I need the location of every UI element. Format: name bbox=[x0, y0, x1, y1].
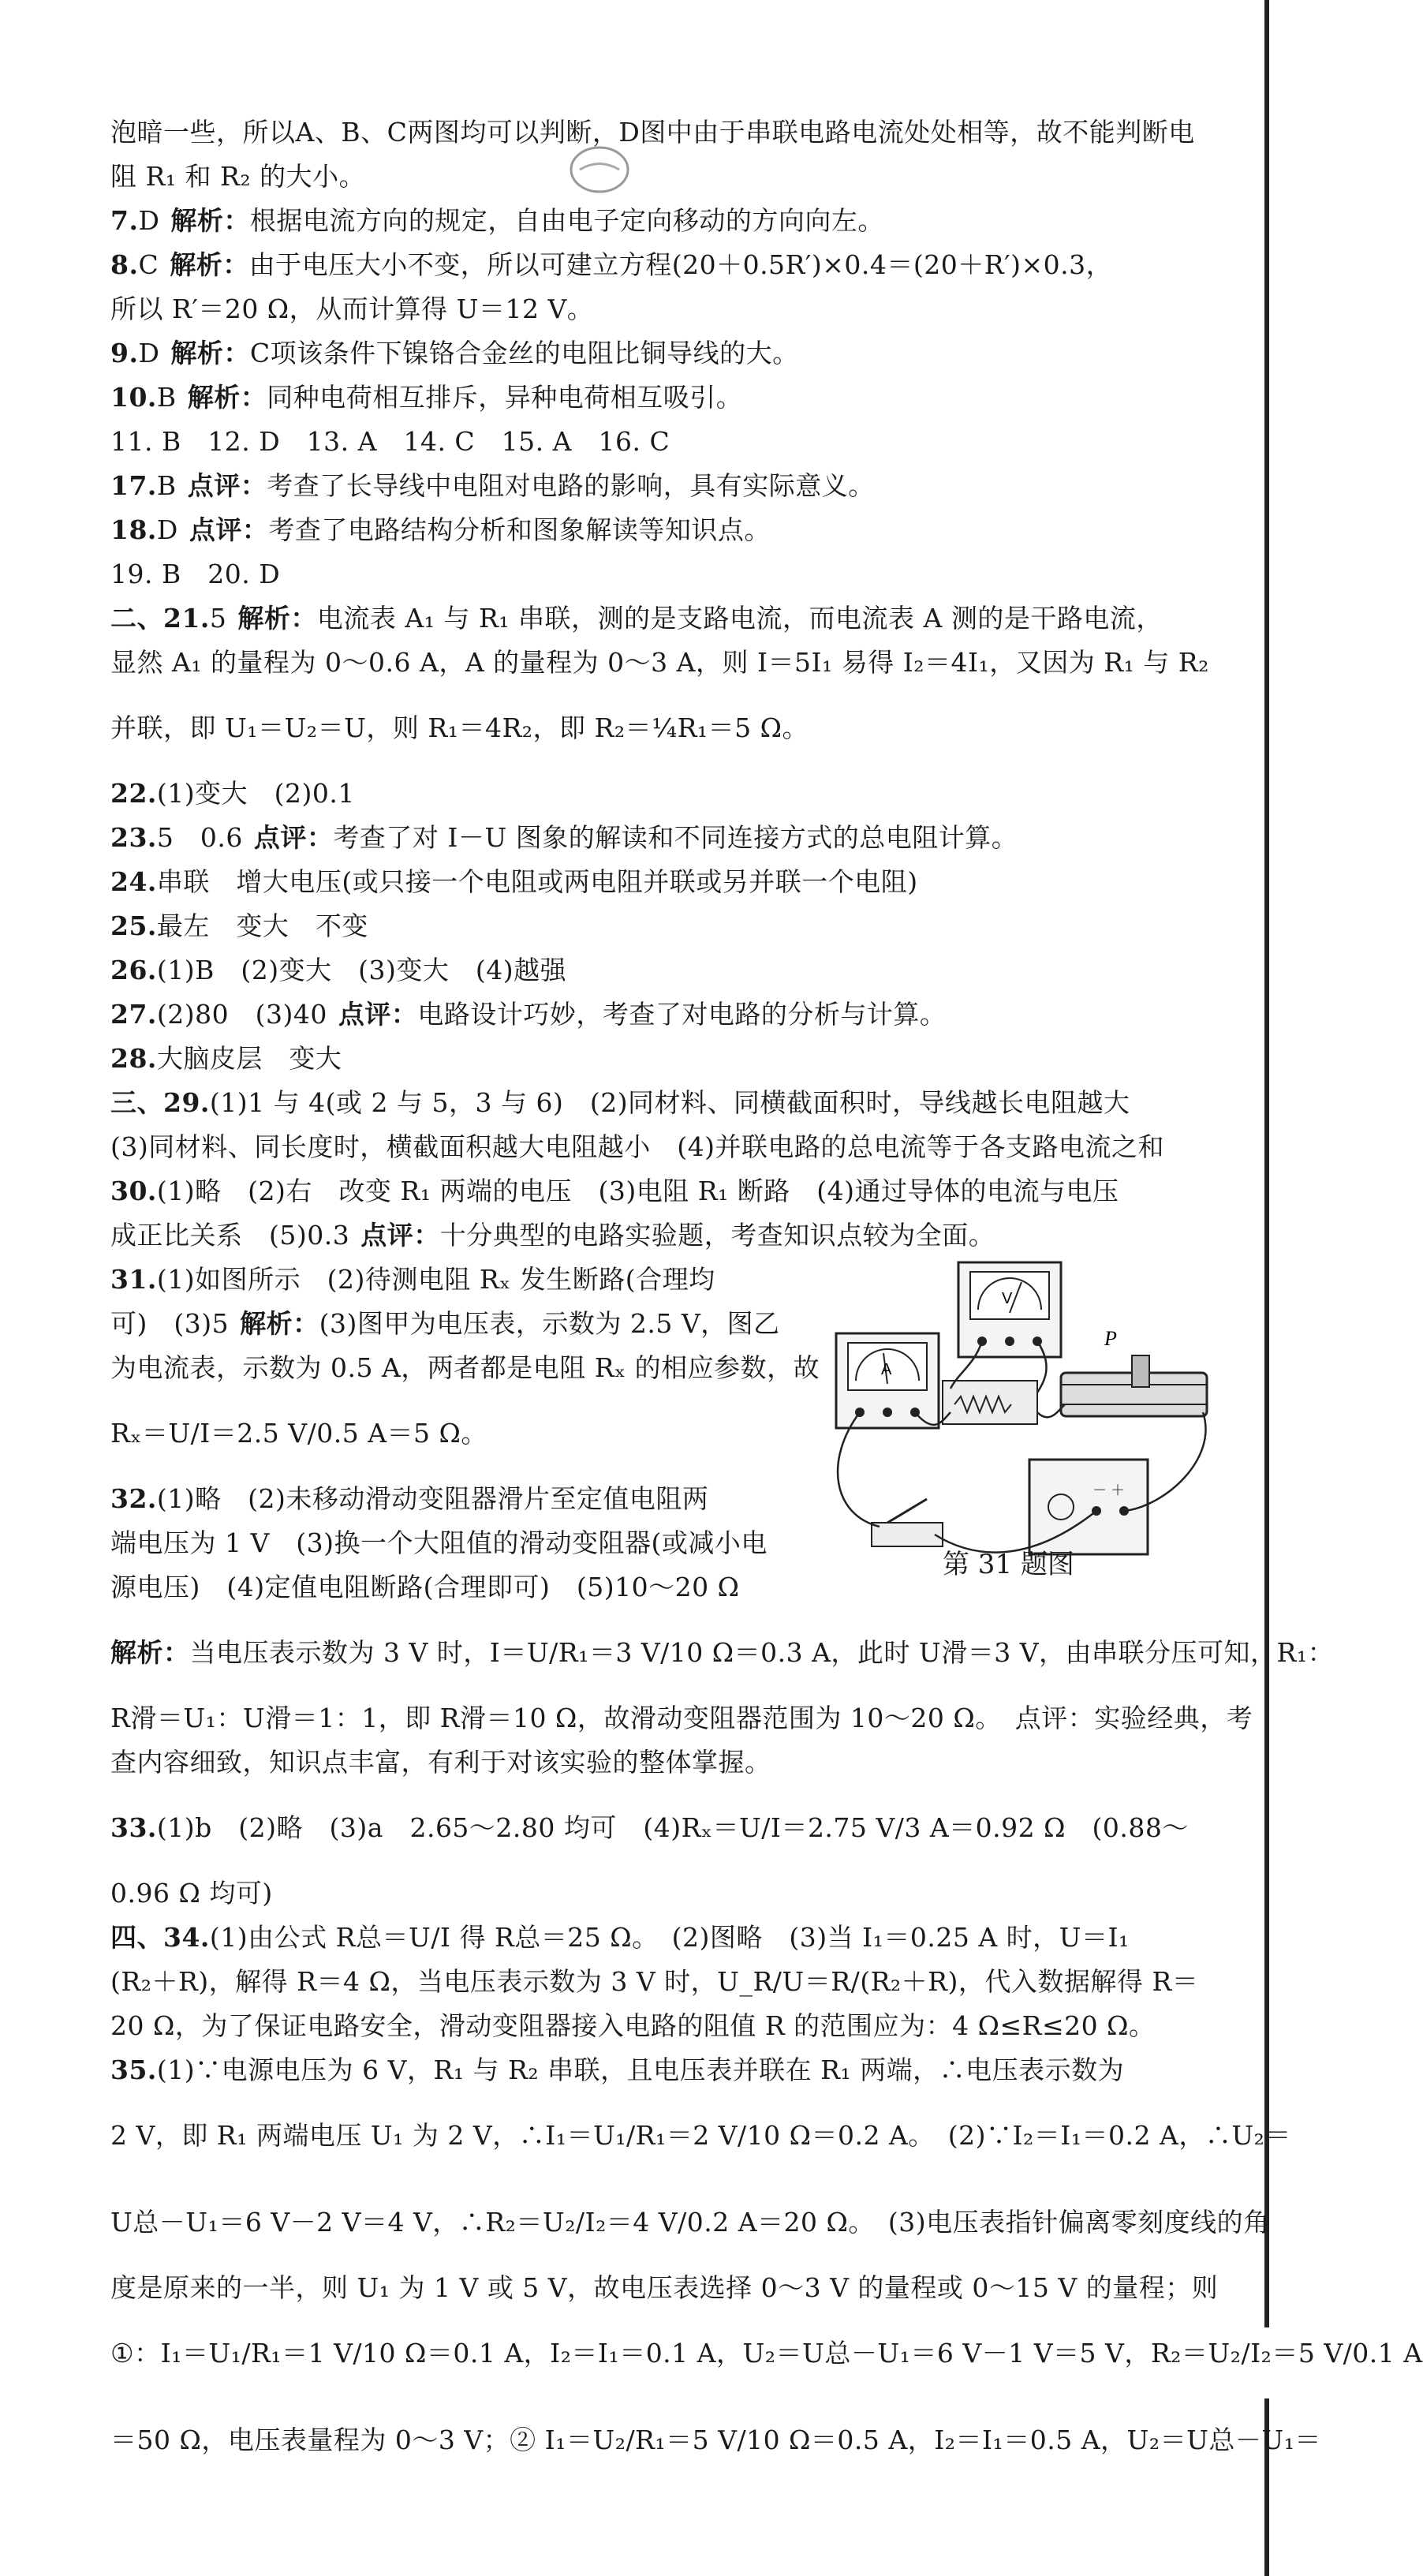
text-line bbox=[110, 464, 1215, 508]
answer: 可) (3)5 bbox=[110, 1308, 230, 1339]
answer: C bbox=[138, 249, 159, 280]
line-text: 度是原来的一半，则 U₁ 为 1 V 或 5 V，故电压表选择 0～3 V 的量程或 0～15 V 的量程；则 bbox=[110, 2272, 1219, 2303]
comment-label: 解析： bbox=[170, 338, 250, 368]
comment-label: 解析： bbox=[170, 205, 250, 236]
text-line bbox=[110, 2266, 1219, 2310]
line-text: 2 V，即 R₁ 两端电压 U₁ 为 2 V，∴I₁＝U₁/R₁＝2 V/10 Ω＝0.2 A。 (2)∵I₂＝I₁＝0.2 A，∴U₂＝ bbox=[110, 2120, 1291, 2151]
question-number: 25. bbox=[110, 910, 157, 941]
text-line bbox=[110, 816, 1215, 860]
comment-label: 解析： bbox=[170, 249, 249, 280]
question-number: 32. bbox=[110, 1483, 157, 1514]
answer: D bbox=[138, 338, 160, 368]
voltmeter-icon bbox=[958, 1262, 1061, 1357]
line-text: 串联 增大电压(或只接一个电阻或两电阻并联或另并联一个电阻) bbox=[156, 866, 918, 897]
voltmeter-label: V bbox=[1002, 1290, 1013, 1307]
switch-icon bbox=[872, 1499, 943, 1546]
line-text: 19. B 20. D bbox=[110, 559, 281, 589]
answer: 5 bbox=[209, 603, 227, 634]
question-number: 18. bbox=[110, 514, 157, 545]
line-text: Rₓ＝U/I＝2.5 V/0.5 A＝5 Ω。 bbox=[110, 1418, 487, 1449]
line-text: 0.96 Ω 均可) bbox=[110, 1878, 273, 1909]
text-line bbox=[110, 1081, 1215, 1125]
line-text: C项该条件下镍铬合金丝的电阻比铜导线的大。 bbox=[249, 338, 799, 368]
question-number: 10. bbox=[110, 382, 157, 413]
text-line bbox=[110, 2048, 1215, 2092]
text-line bbox=[110, 199, 1215, 243]
text-line bbox=[110, 110, 1215, 155]
comment-label: 点评： bbox=[253, 822, 334, 853]
question-number: 35. bbox=[110, 2054, 157, 2085]
text-line bbox=[110, 2310, 1423, 2397]
svg-text:－ ＋: － ＋ bbox=[1092, 1482, 1126, 1498]
slider-label: P bbox=[1104, 1327, 1117, 1350]
comment-label: 点评： bbox=[360, 1220, 440, 1251]
text-line bbox=[110, 596, 1215, 641]
question-number: 23. bbox=[110, 822, 157, 853]
text-line bbox=[110, 331, 1215, 376]
line-text: 根据电流方向的规定，自由电子定向移动的方向向左。 bbox=[249, 205, 884, 236]
line-text: 显然 A₁ 的量程为 0～0.6 A，A 的量程为 0～3 A，则 I＝5I₁ 易得 I₂＝4I₁，又因为 R₁ 与 R₂ bbox=[110, 647, 1209, 678]
text-line bbox=[110, 860, 1215, 904]
line-text: 最左 变大 不变 bbox=[156, 910, 368, 941]
line-text: U总－U₁＝6 V－2 V＝4 V，∴R₂＝U₂/I₂＝4 V/0.2 A＝20 Ω。 (3)电压表指针偏离零刻度线的角 bbox=[110, 2207, 1270, 2238]
text-line bbox=[110, 1740, 1215, 1785]
text-line bbox=[110, 1871, 1215, 1916]
question-number: 7. bbox=[110, 205, 139, 236]
text-line bbox=[110, 552, 1215, 596]
text-line bbox=[110, 1521, 805, 1565]
text-line bbox=[110, 1258, 805, 1302]
text-line bbox=[110, 1125, 1215, 1169]
right-edge-rule bbox=[1264, 0, 1269, 2327]
text-line bbox=[110, 1346, 820, 1390]
line-text: (1)由公式 R总＝U/I 得 R总＝25 Ω。 (2)图略 (3)当 I₁＝0.25 A 时，U＝I₁ bbox=[209, 1922, 1130, 1953]
line-text: 电流表 A₁ 与 R₁ 串联，测的是支路电流，而电流表 A 测的是干路电流， bbox=[316, 603, 1163, 634]
text-line bbox=[110, 2179, 1270, 2266]
text-line bbox=[110, 904, 1215, 948]
line-text: (1)B (2)变大 (3)变大 (4)越强 bbox=[156, 955, 567, 985]
text-line bbox=[110, 1390, 805, 1477]
text-line bbox=[110, 1302, 805, 1346]
question-number: 三、29. bbox=[110, 1087, 210, 1118]
line-text: 并联，即 U₁＝U₂＝U，则 R₁＝4R₂，即 R₂＝¼R₁＝5 Ω。 bbox=[110, 712, 809, 743]
line-text: ＝50 Ω，电压表量程为 0～3 V；② I₁＝U₂/R₁＝5 V/10 Ω＝0.5 A，I₂＝I₁＝0.5 A，U₂＝U总－U₁＝ bbox=[110, 2425, 1321, 2455]
question-number: 27. bbox=[110, 999, 157, 1030]
text-line bbox=[110, 243, 1215, 287]
line-text: 大脑皮层 变大 bbox=[156, 1043, 342, 1074]
line-text: 阻 R₁ 和 R₂ 的大小。 bbox=[110, 161, 366, 192]
line-text: 考查了长导线中电阻对电路的影响，具有实际意义。 bbox=[267, 470, 875, 501]
text-line bbox=[110, 1565, 805, 1610]
text-line bbox=[110, 155, 1215, 199]
comment-label: 解析： bbox=[240, 1308, 319, 1339]
line-text: 源电压) (4)定值电阻断路(合理即可) (5)10～20 Ω bbox=[110, 1572, 740, 1602]
text-line bbox=[110, 948, 1215, 993]
line-text: (1)略 (2)右 改变 R₁ 两端的电压 (3)电阻 R₁ 断路 (4)通过导体的电流与电压 bbox=[156, 1176, 1119, 1206]
question-number: 26. bbox=[110, 955, 157, 985]
line-text: 十分典型的电路实验题，考查知识点较为全面。 bbox=[439, 1220, 995, 1251]
ammeter-label: A bbox=[881, 1361, 892, 1378]
text-line bbox=[110, 1213, 1215, 1258]
text-line bbox=[110, 993, 1215, 1037]
comment-label: 点评： bbox=[187, 470, 267, 501]
line-text: (1)b (2)略 (3)a 2.65～2.80 均可 (4)Rₓ＝U/I＝2.75 V/3 A＝0.92 Ω (0.88～ bbox=[156, 1812, 1189, 1843]
question-number: 28. bbox=[110, 1043, 157, 1074]
text-line bbox=[110, 772, 1215, 816]
text-line bbox=[110, 1696, 1253, 1740]
ammeter-icon bbox=[836, 1333, 939, 1428]
text-line bbox=[110, 641, 1215, 685]
question-number: 17. bbox=[110, 470, 157, 501]
text-line bbox=[110, 1916, 1215, 1960]
line-text: 端电压为 1 V (3)换一个大阻值的滑动变阻器(或减小电 bbox=[110, 1527, 768, 1558]
question-number: 9. bbox=[110, 338, 139, 368]
line-text: 为电流表，示数为 0.5 A，两者都是电阻 Rₓ 的相应参数，故 bbox=[110, 1352, 820, 1383]
question-number: 二、21. bbox=[110, 603, 210, 634]
line-text: (1)1 与 4(或 2 与 5，3 与 6) (2)同材料、同横截面积时，导线越长电阻越大 bbox=[209, 1087, 1130, 1118]
text-line bbox=[110, 1610, 1335, 1696]
figure-caption: 第 31 题图 bbox=[943, 1549, 1074, 1580]
answer: B bbox=[156, 470, 177, 501]
text-line bbox=[110, 376, 1215, 420]
line-text: 考查了电路结构分析和图象解读等知识点。 bbox=[268, 514, 771, 545]
comment-label: 解析： bbox=[187, 382, 267, 413]
line-text: (3)图甲为电压表，示数为 2.5 V，图乙 bbox=[319, 1308, 780, 1339]
line-text: 查内容细致，知识点丰富，有利于对该实验的整体掌握。 bbox=[110, 1747, 771, 1778]
line-text: (1)如图所示 (2)待测电阻 Rₓ 发生断路(合理均 bbox=[156, 1264, 715, 1295]
line-text: (1)变大 (2)0.1 bbox=[156, 778, 355, 809]
text-line bbox=[110, 1960, 1215, 2004]
line-text: 泡暗一些，所以A、B、C两图均可以判断，D图中由于串联电路电流处处相等，故不能判断电 bbox=[110, 117, 1195, 148]
text-line bbox=[110, 1169, 1215, 1213]
line-text: 20 Ω，为了保证电路安全，滑动变阻器接入电路的阻值 R 的范围应为：4 Ω≤R≤20 Ω。 bbox=[110, 2010, 1156, 2041]
line-text: ①：I₁＝U₁/R₁＝1 V/10 Ω＝0.1 A，I₂＝I₁＝0.1 A，U₂＝U总－U₁＝6 V－1 V＝5 V，R₂＝U₂/I₂＝5 V/0.1 A bbox=[110, 2338, 1423, 2368]
text-line bbox=[110, 2092, 1291, 2179]
text-line bbox=[110, 1037, 1215, 1081]
question-number: 24. bbox=[110, 866, 157, 897]
line-text: 由于电压大小不变，所以可建立方程(20＋0.5R′)×0.4＝(20＋R′)×0.3， bbox=[248, 249, 1113, 280]
text-line bbox=[110, 1785, 1215, 1871]
text-line bbox=[110, 685, 1215, 772]
answer: B bbox=[156, 382, 177, 413]
line-text: R滑＝U₁：U滑＝1：1，即 R滑＝10 Ω，故滑动变阻器范围为 10～20 Ω。 点评：实验经典，考 bbox=[110, 1703, 1253, 1733]
line-text: (1)略 (2)未移动滑动变阻器滑片至定值电阻两 bbox=[156, 1483, 709, 1514]
comment-label: 点评： bbox=[189, 514, 269, 545]
resistor-board-icon bbox=[943, 1381, 1037, 1424]
answer: D bbox=[156, 514, 178, 545]
comment-label: 解析： bbox=[110, 1637, 190, 1668]
line-text: (R₂＋R)，解得 R＝4 Ω，当电压表示数为 3 V 时，U_R/U＝R/(R₂＋R)，代入数据解得 R＝ bbox=[110, 1966, 1199, 1997]
question-number: 22. bbox=[110, 778, 157, 809]
text-line bbox=[110, 1477, 805, 1521]
line-text: 同种电荷相互排斥，异种电荷相互吸引。 bbox=[267, 382, 743, 413]
text-line bbox=[110, 2004, 1215, 2048]
question-number: 四、34. bbox=[110, 1922, 210, 1953]
question-number: 31. bbox=[110, 1264, 157, 1295]
line-text: 11. B 12. D 13. A 14. C 15. A 16. C bbox=[110, 426, 670, 457]
line-text: (3)同材料、同长度时，横截面积越大电阻越小 (4)并联电路的总电流等于各支路电流之和 bbox=[110, 1131, 1164, 1162]
answer: D bbox=[138, 205, 160, 236]
rheostat-icon bbox=[1061, 1327, 1207, 1416]
comment-label: 解析： bbox=[237, 603, 317, 634]
line-text: 电路设计巧妙，考查了对电路的分析与计算。 bbox=[417, 999, 947, 1030]
answer: (2)80 (3)40 bbox=[156, 999, 327, 1030]
answer: 5 0.6 bbox=[156, 822, 243, 853]
line-text: 当电压表示数为 3 V 时，I＝U/R₁＝3 V/10 Ω＝0.3 A，此时 U滑＝3 V，由串联分压可知，R₁： bbox=[189, 1637, 1335, 1668]
text-line bbox=[110, 420, 1215, 464]
answer: 成正比关系 (5)0.3 bbox=[110, 1220, 350, 1251]
comment-label: 点评： bbox=[338, 999, 418, 1030]
question-number: 30. bbox=[110, 1176, 157, 1206]
line-text: 考查了对 I－U 图象的解读和不同连接方式的总电阻计算。 bbox=[333, 822, 1018, 853]
question-number: 33. bbox=[110, 1812, 157, 1843]
question-number: 8. bbox=[110, 249, 139, 280]
line-text: 所以 R′＝20 Ω，从而计算得 U＝12 V。 bbox=[110, 293, 594, 324]
text-line bbox=[110, 2397, 1321, 2484]
line-text: (1)∵电源电压为 6 V，R₁ 与 R₂ 串联，且电压表并联在 R₁ 两端，∴电压表示数为 bbox=[156, 2054, 1125, 2085]
text-line bbox=[110, 287, 1215, 331]
text-line bbox=[110, 508, 1215, 552]
